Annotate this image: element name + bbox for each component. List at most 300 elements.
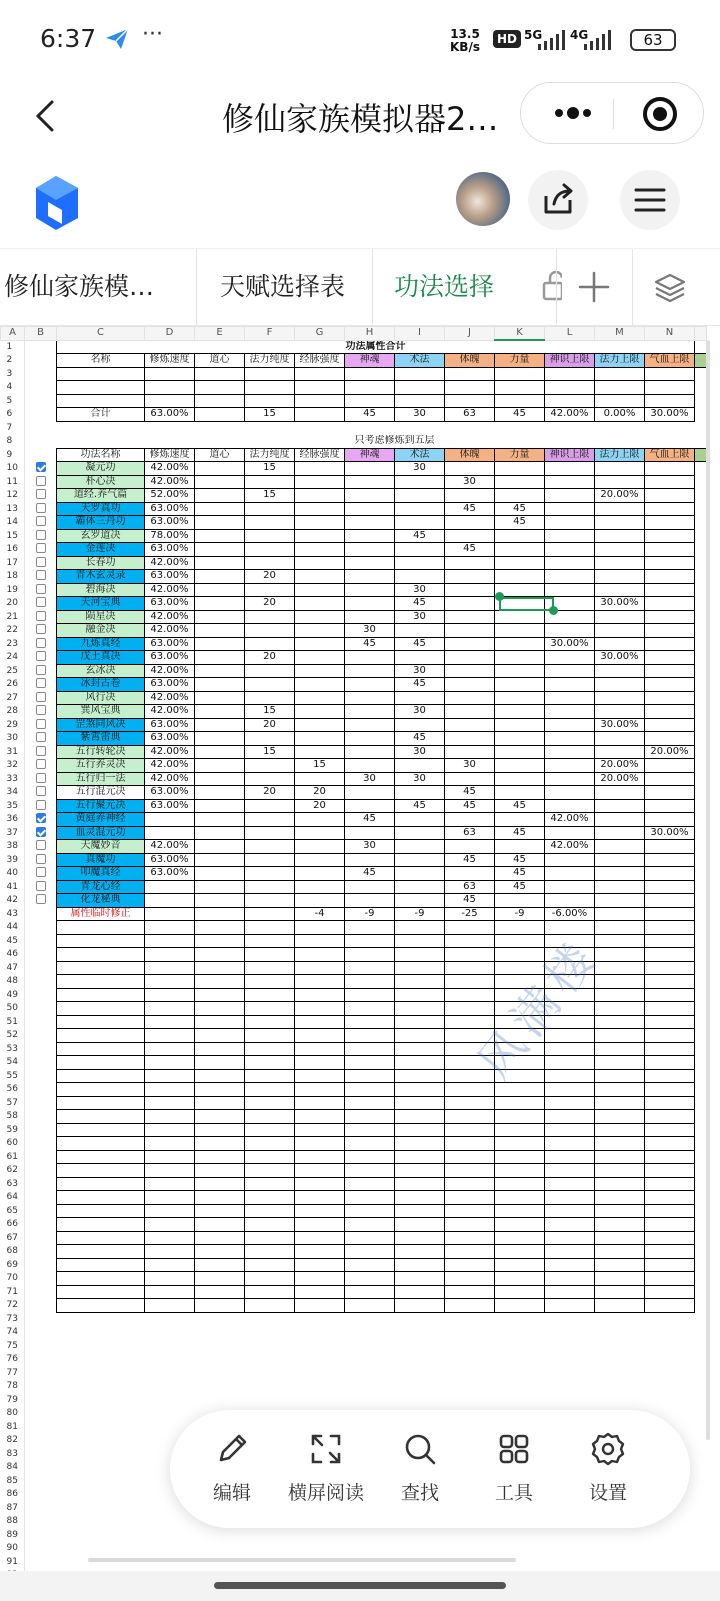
modifier-label[interactable]: 属性临时修正: [57, 907, 145, 921]
row-checkbox[interactable]: [25, 624, 57, 638]
value-cell[interactable]: 63.00%: [145, 570, 195, 584]
value-cell[interactable]: [645, 732, 695, 746]
cell[interactable]: [245, 1312, 295, 1326]
value-cell[interactable]: [445, 570, 495, 584]
row-checkbox[interactable]: [25, 894, 57, 908]
value-cell[interactable]: [545, 516, 595, 530]
cell[interactable]: [595, 1326, 645, 1340]
value-cell[interactable]: [595, 556, 645, 570]
cell[interactable]: [245, 1218, 295, 1232]
row-checkbox[interactable]: [25, 867, 57, 881]
value-cell[interactable]: [145, 826, 195, 840]
value-cell[interactable]: [595, 894, 645, 908]
cell[interactable]: [445, 1096, 495, 1110]
value-cell[interactable]: 42.00%: [145, 610, 195, 624]
cell[interactable]: [495, 1299, 545, 1313]
value-cell[interactable]: [195, 502, 245, 516]
cell[interactable]: [195, 1191, 245, 1205]
cell[interactable]: [25, 1434, 57, 1448]
cell[interactable]: [645, 1029, 695, 1043]
cell[interactable]: [195, 1231, 245, 1245]
cell[interactable]: [57, 961, 145, 975]
cell[interactable]: [545, 1204, 595, 1218]
cell[interactable]: [195, 1096, 245, 1110]
cell[interactable]: [57, 1231, 145, 1245]
value-cell[interactable]: [645, 786, 695, 800]
cell[interactable]: [195, 1150, 245, 1164]
cell[interactable]: [145, 1137, 195, 1151]
cell[interactable]: [245, 1002, 295, 1016]
row-checkbox[interactable]: [25, 597, 57, 611]
value-cell[interactable]: [295, 745, 345, 759]
cell[interactable]: [245, 961, 295, 975]
value-cell[interactable]: [195, 880, 245, 894]
total-cell[interactable]: 30: [395, 408, 445, 422]
skill-name-cell[interactable]: 金莲决: [57, 543, 145, 557]
cell[interactable]: [145, 1366, 195, 1380]
cell[interactable]: [57, 921, 145, 935]
cell[interactable]: [145, 988, 195, 1002]
cell[interactable]: [645, 1285, 695, 1299]
value-cell[interactable]: [295, 583, 345, 597]
selection-handle[interactable]: [549, 606, 558, 615]
value-cell[interactable]: 45: [345, 813, 395, 827]
row-checkbox[interactable]: [25, 502, 57, 516]
value-cell[interactable]: [495, 637, 545, 651]
value-cell[interactable]: 78.00%: [145, 529, 195, 543]
cell[interactable]: [345, 1326, 395, 1340]
header-cell[interactable]: 神魂: [345, 354, 395, 368]
value-cell[interactable]: [445, 651, 495, 665]
cell[interactable]: [245, 1285, 295, 1299]
checkbox[interactable]: [36, 624, 46, 634]
cell[interactable]: [345, 1042, 395, 1056]
modifier-cell[interactable]: -4: [295, 907, 345, 921]
value-cell[interactable]: 45: [395, 732, 445, 746]
value-cell[interactable]: [595, 705, 645, 719]
value-cell[interactable]: [345, 516, 395, 530]
total-cell[interactable]: 15: [245, 408, 295, 422]
value-cell[interactable]: [195, 745, 245, 759]
value-cell[interactable]: [295, 529, 345, 543]
value-cell[interactable]: [245, 826, 295, 840]
value-cell[interactable]: 20: [245, 651, 295, 665]
value-cell[interactable]: 45: [445, 799, 495, 813]
cell[interactable]: [645, 921, 695, 935]
cell[interactable]: [295, 988, 345, 1002]
cell[interactable]: [25, 1353, 57, 1367]
header-cell[interactable]: 法力纯度: [245, 354, 295, 368]
cell[interactable]: [445, 1380, 495, 1394]
value-cell[interactable]: [645, 799, 695, 813]
cell[interactable]: [345, 948, 395, 962]
cell[interactable]: [25, 1015, 57, 1029]
cell[interactable]: [495, 1393, 545, 1407]
cell[interactable]: [595, 1380, 645, 1394]
cell[interactable]: [645, 975, 695, 989]
total-cell[interactable]: 0.00%: [595, 408, 645, 422]
cell[interactable]: [245, 1231, 295, 1245]
value-cell[interactable]: [645, 502, 695, 516]
value-cell[interactable]: 30: [445, 475, 495, 489]
value-cell[interactable]: 30.00%: [645, 826, 695, 840]
value-cell[interactable]: 63: [445, 826, 495, 840]
cell[interactable]: [245, 1528, 295, 1542]
checkbox[interactable]: [36, 854, 46, 864]
skill-name-cell[interactable]: 血灵混元功: [57, 826, 145, 840]
cell[interactable]: [545, 1542, 595, 1556]
cell[interactable]: [495, 1231, 545, 1245]
cell[interactable]: [645, 1123, 695, 1137]
value-cell[interactable]: [295, 853, 345, 867]
cell[interactable]: [25, 907, 57, 921]
cell[interactable]: [645, 1056, 695, 1070]
cell[interactable]: [145, 1204, 195, 1218]
value-cell[interactable]: [545, 556, 595, 570]
landscape-read-button[interactable]: 横屏阅读: [286, 1430, 366, 1505]
value-cell[interactable]: [495, 462, 545, 476]
cell[interactable]: [545, 1164, 595, 1178]
value-cell[interactable]: [195, 867, 245, 881]
value-cell[interactable]: [395, 867, 445, 881]
value-cell[interactable]: [445, 745, 495, 759]
cell[interactable]: [195, 394, 245, 408]
row-checkbox[interactable]: [25, 489, 57, 503]
column-header[interactable]: F: [245, 327, 295, 341]
header-cell[interactable]: 气血上限: [645, 354, 695, 368]
checkbox[interactable]: [36, 570, 46, 580]
value-cell[interactable]: [395, 718, 445, 732]
cell[interactable]: [595, 1056, 645, 1070]
checkbox-checked[interactable]: [36, 827, 46, 837]
cell[interactable]: [295, 1258, 345, 1272]
cell[interactable]: [395, 1245, 445, 1259]
cell[interactable]: [25, 367, 57, 381]
cell[interactable]: [145, 1150, 195, 1164]
cell[interactable]: [545, 367, 595, 381]
cell[interactable]: [445, 921, 495, 935]
cell[interactable]: [645, 1528, 695, 1542]
value-cell[interactable]: [595, 516, 645, 530]
value-cell[interactable]: [445, 597, 495, 611]
skill-name-cell[interactable]: 真魔功: [57, 853, 145, 867]
value-cell[interactable]: [445, 678, 495, 692]
value-cell[interactable]: 63.00%: [145, 732, 195, 746]
cell[interactable]: [145, 1515, 195, 1529]
cell[interactable]: [495, 1258, 545, 1272]
cell[interactable]: [595, 1002, 645, 1016]
value-cell[interactable]: [395, 691, 445, 705]
cell[interactable]: [57, 367, 145, 381]
value-cell[interactable]: [645, 853, 695, 867]
cell[interactable]: [25, 1002, 57, 1016]
value-cell[interactable]: [495, 651, 545, 665]
cell[interactable]: [645, 367, 695, 381]
cell[interactable]: [195, 435, 245, 449]
checkbox[interactable]: [36, 503, 46, 513]
cell[interactable]: [345, 1191, 395, 1205]
cell[interactable]: [57, 1488, 145, 1502]
checkbox[interactable]: [36, 543, 46, 553]
value-cell[interactable]: [545, 894, 595, 908]
cell[interactable]: [295, 1218, 345, 1232]
cell[interactable]: [57, 1191, 145, 1205]
cell[interactable]: [25, 1380, 57, 1394]
cell[interactable]: [295, 1366, 345, 1380]
row-checkbox[interactable]: [25, 475, 57, 489]
value-cell[interactable]: [195, 678, 245, 692]
cell[interactable]: [295, 1312, 345, 1326]
cell[interactable]: [245, 1353, 295, 1367]
header-cell[interactable]: [695, 354, 707, 368]
value-cell[interactable]: [295, 556, 345, 570]
value-cell[interactable]: [295, 826, 345, 840]
value-cell[interactable]: [195, 570, 245, 584]
cell[interactable]: [195, 1366, 245, 1380]
cell[interactable]: [25, 1123, 57, 1137]
cell[interactable]: [295, 1069, 345, 1083]
cell[interactable]: [495, 1366, 545, 1380]
row-checkbox[interactable]: [25, 570, 57, 584]
value-cell[interactable]: [195, 529, 245, 543]
column-header[interactable]: M: [595, 327, 645, 341]
value-cell[interactable]: 20.00%: [595, 772, 645, 786]
cell[interactable]: [295, 421, 345, 435]
cell[interactable]: [545, 1177, 595, 1191]
cell[interactable]: [345, 1015, 395, 1029]
cell[interactable]: [145, 1326, 195, 1340]
row-checkbox[interactable]: [25, 759, 57, 773]
cell[interactable]: [445, 1299, 495, 1313]
cell[interactable]: [595, 1231, 645, 1245]
value-cell[interactable]: [195, 853, 245, 867]
value-cell[interactable]: 20: [295, 799, 345, 813]
skill-name-cell[interactable]: 紫霄雷典: [57, 732, 145, 746]
cell[interactable]: [295, 1191, 345, 1205]
cell[interactable]: [295, 1042, 345, 1056]
value-cell[interactable]: 20.00%: [595, 489, 645, 503]
skill-name-cell[interactable]: 五行聚元决: [57, 799, 145, 813]
value-cell[interactable]: [445, 516, 495, 530]
modifier-cell[interactable]: -6.00%: [545, 907, 595, 921]
cell[interactable]: [145, 1245, 195, 1259]
cell[interactable]: [57, 1204, 145, 1218]
cell[interactable]: [25, 1515, 57, 1529]
value-cell[interactable]: [245, 880, 295, 894]
cell[interactable]: [145, 1002, 195, 1016]
cell[interactable]: [245, 1164, 295, 1178]
value-cell[interactable]: [395, 840, 445, 854]
value-cell[interactable]: [395, 516, 445, 530]
value-cell[interactable]: [645, 840, 695, 854]
cell[interactable]: [495, 1096, 545, 1110]
cell[interactable]: [595, 1528, 645, 1542]
cell[interactable]: [395, 1204, 445, 1218]
cell[interactable]: [295, 961, 345, 975]
cell[interactable]: [25, 448, 57, 462]
cell[interactable]: [25, 1150, 57, 1164]
cell[interactable]: [145, 1191, 195, 1205]
value-cell[interactable]: 63.00%: [145, 867, 195, 881]
user-avatar[interactable]: [456, 172, 510, 226]
cell[interactable]: [25, 1366, 57, 1380]
value-cell[interactable]: [395, 489, 445, 503]
cell[interactable]: [25, 1137, 57, 1151]
header-cell[interactable]: 名称: [57, 354, 145, 368]
cell[interactable]: [145, 1056, 195, 1070]
cell[interactable]: [445, 1272, 495, 1286]
value-cell[interactable]: 42.00%: [145, 475, 195, 489]
value-cell[interactable]: [245, 840, 295, 854]
value-cell[interactable]: [495, 570, 545, 584]
cell[interactable]: [595, 975, 645, 989]
row-checkbox[interactable]: [25, 840, 57, 854]
cell[interactable]: [195, 1110, 245, 1124]
value-cell[interactable]: [645, 610, 695, 624]
cell[interactable]: [195, 975, 245, 989]
value-cell[interactable]: 30: [395, 610, 445, 624]
checkbox[interactable]: [36, 584, 46, 594]
settings-button[interactable]: 设置: [568, 1430, 648, 1505]
value-cell[interactable]: 63.00%: [145, 543, 195, 557]
checkbox[interactable]: [36, 692, 46, 702]
cell[interactable]: [445, 1083, 495, 1097]
summary-title[interactable]: 功法属性合计: [57, 340, 695, 354]
cell[interactable]: [145, 421, 195, 435]
value-cell[interactable]: [595, 570, 645, 584]
value-cell[interactable]: [395, 759, 445, 773]
cell[interactable]: [245, 381, 295, 395]
cell[interactable]: [57, 1002, 145, 1016]
value-cell[interactable]: [295, 637, 345, 651]
cell[interactable]: [57, 1312, 145, 1326]
cell[interactable]: [25, 1164, 57, 1178]
cell[interactable]: [395, 1285, 445, 1299]
cell[interactable]: [57, 1380, 145, 1394]
cell[interactable]: [57, 1326, 145, 1340]
value-cell[interactable]: [395, 880, 445, 894]
cell[interactable]: [195, 1353, 245, 1367]
cell[interactable]: [545, 1393, 595, 1407]
value-cell[interactable]: [595, 462, 645, 476]
cell[interactable]: [445, 421, 495, 435]
skill-name-cell[interactable]: 陨星决: [57, 610, 145, 624]
cell[interactable]: [25, 934, 57, 948]
cell[interactable]: [345, 1083, 395, 1097]
cell[interactable]: [545, 1069, 595, 1083]
value-cell[interactable]: 42.00%: [145, 745, 195, 759]
value-cell[interactable]: 30: [345, 772, 395, 786]
cell[interactable]: [145, 367, 195, 381]
total-cell[interactable]: 30.00%: [645, 408, 695, 422]
cell[interactable]: [57, 948, 145, 962]
value-cell[interactable]: [245, 759, 295, 773]
value-cell[interactable]: [645, 691, 695, 705]
cell[interactable]: [195, 1015, 245, 1029]
cell[interactable]: [25, 1312, 57, 1326]
value-cell[interactable]: [545, 489, 595, 503]
skill-name-cell[interactable]: 天罗真功: [57, 502, 145, 516]
cell[interactable]: [595, 1353, 645, 1367]
value-cell[interactable]: [545, 867, 595, 881]
cell[interactable]: [245, 1083, 295, 1097]
cell[interactable]: [395, 1353, 445, 1367]
value-cell[interactable]: [245, 678, 295, 692]
cell[interactable]: [345, 1150, 395, 1164]
value-cell[interactable]: [195, 516, 245, 530]
value-cell[interactable]: 63: [445, 880, 495, 894]
cell[interactable]: [57, 934, 145, 948]
cell[interactable]: [395, 1528, 445, 1542]
cell[interactable]: [345, 1542, 395, 1556]
cell[interactable]: [145, 1069, 195, 1083]
modifier-cell[interactable]: [145, 907, 195, 921]
cell[interactable]: [395, 1164, 445, 1178]
value-cell[interactable]: [495, 732, 545, 746]
cell[interactable]: [495, 1285, 545, 1299]
cell[interactable]: [395, 1083, 445, 1097]
cell[interactable]: [395, 1393, 445, 1407]
cell[interactable]: [295, 1393, 345, 1407]
cell[interactable]: [545, 1555, 595, 1569]
value-cell[interactable]: 45: [395, 597, 445, 611]
cell[interactable]: [495, 1191, 545, 1205]
modifier-cell[interactable]: [645, 907, 695, 921]
cell[interactable]: [395, 921, 445, 935]
cell[interactable]: [395, 1542, 445, 1556]
value-cell[interactable]: [645, 583, 695, 597]
cell[interactable]: [295, 1272, 345, 1286]
value-cell[interactable]: [245, 772, 295, 786]
cell[interactable]: [57, 1245, 145, 1259]
cell[interactable]: [145, 1542, 195, 1556]
column-header[interactable]: L: [545, 327, 595, 341]
value-cell[interactable]: 20: [245, 786, 295, 800]
value-cell[interactable]: [495, 475, 545, 489]
cell[interactable]: [245, 948, 295, 962]
cell[interactable]: [395, 1231, 445, 1245]
value-cell[interactable]: [495, 624, 545, 638]
cell[interactable]: [645, 1326, 695, 1340]
value-cell[interactable]: 15: [245, 705, 295, 719]
row-checkbox[interactable]: [25, 529, 57, 543]
value-cell[interactable]: 45: [395, 678, 445, 692]
cell[interactable]: [495, 435, 545, 449]
cell[interactable]: [295, 975, 345, 989]
value-cell[interactable]: [495, 529, 545, 543]
checkbox[interactable]: [36, 894, 46, 904]
cell[interactable]: [445, 367, 495, 381]
cell[interactable]: [245, 1110, 295, 1124]
cell[interactable]: [145, 1164, 195, 1178]
cell[interactable]: [57, 1272, 145, 1286]
cell[interactable]: [195, 421, 245, 435]
cell[interactable]: [345, 1164, 395, 1178]
value-cell[interactable]: [395, 543, 445, 557]
value-cell[interactable]: 30: [395, 705, 445, 719]
cell[interactable]: [445, 961, 495, 975]
cell[interactable]: [645, 934, 695, 948]
value-cell[interactable]: 45: [445, 502, 495, 516]
cell[interactable]: [25, 1393, 57, 1407]
value-cell[interactable]: [195, 651, 245, 665]
cell[interactable]: [245, 1339, 295, 1353]
modifier-cell[interactable]: -9: [395, 907, 445, 921]
cell[interactable]: [57, 394, 145, 408]
value-cell[interactable]: [295, 543, 345, 557]
cell[interactable]: [645, 1339, 695, 1353]
value-cell[interactable]: 30: [345, 840, 395, 854]
